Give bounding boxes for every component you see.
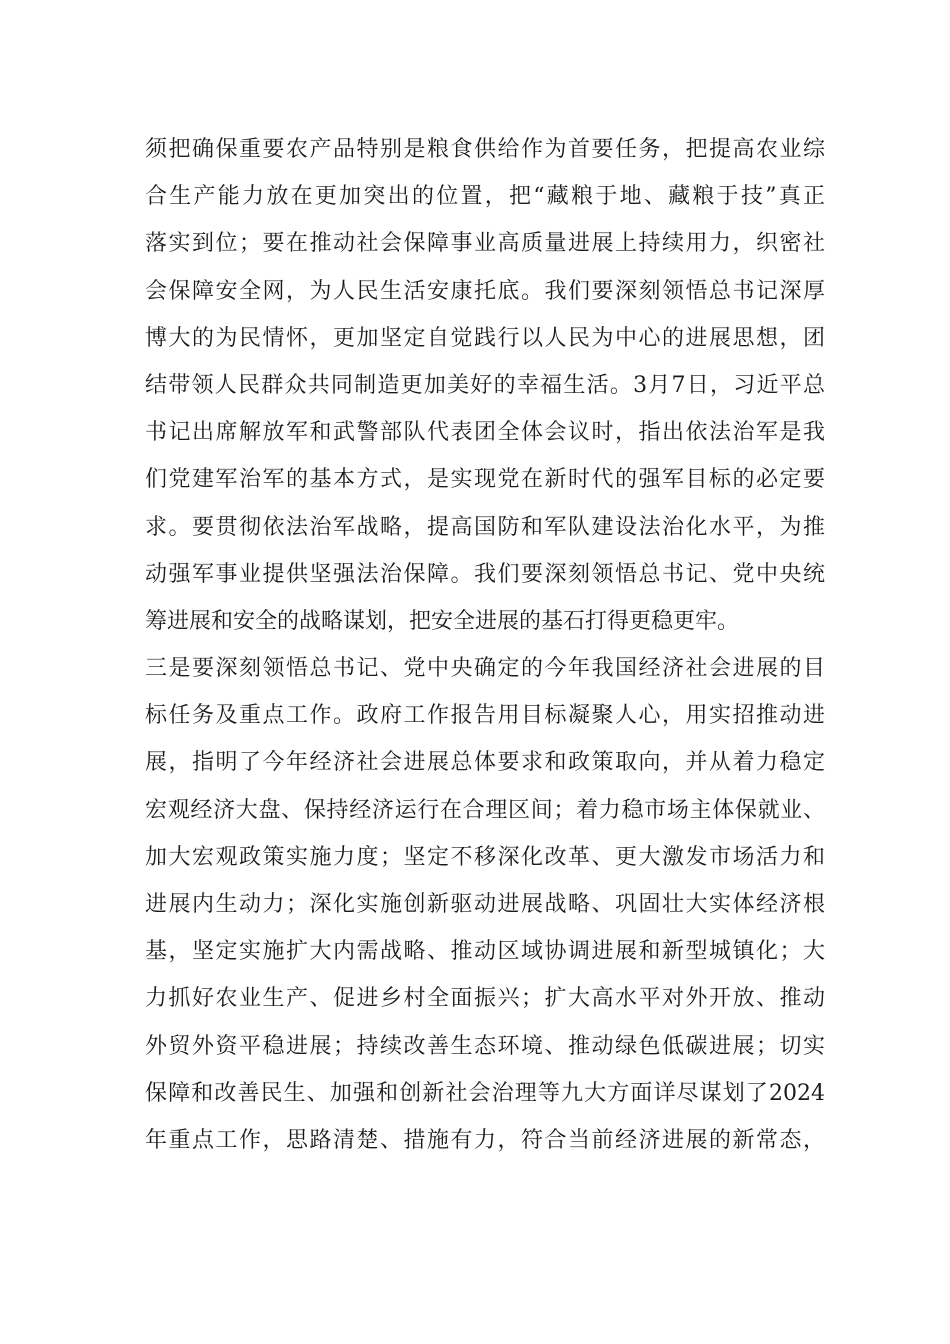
text-line: 加大宏观政策实施力度；坚定不移深化改革、更大激发市场活力和: [145, 844, 825, 870]
text-line: 会保障安全网，为人民生活安康托底。我们要深刻领悟总书记深厚: [145, 278, 825, 304]
text-line: 须把确保重要农产品特别是粮食供给作为首要任务，把提高农业综: [145, 137, 825, 162]
text-line: 展，指明了今年经济社会进展总体要求和政策取向，并从着力稳定: [145, 750, 825, 776]
text-line: 合生产能力放在更加突出的位置，把“藏粮于地、藏粮于技”真正: [145, 184, 825, 210]
text-line: 结带领人民群众共同制造更加美好的幸福生活。3月7日，习近平总: [145, 372, 825, 398]
text-line: 筹进展和安全的战略谋划，把安全进展的基石打得更稳更牢。: [145, 608, 740, 634]
text-line: 们党建军治军的基本方式，是实现党在新时代的强军目标的必定要: [145, 467, 825, 493]
text-line: 进展内生动力；深化实施创新驱动进展战略、巩固壮大实体经济根: [145, 892, 825, 917]
text-line: 三是要深刻领悟总书记、党中央确定的今年我国经济社会进展的目: [145, 656, 825, 682]
text-line: 力抓好农业生产、促进乡村全面振兴；扩大高水平对外开放、推动: [145, 986, 825, 1012]
text-line: 书记出席解放军和武警部队代表团全体会议时，指出依法治军是我: [145, 420, 825, 446]
text-line: 博大的为民情怀，更加坚定自觉践行以人民为中心的进展思想，团: [145, 325, 825, 351]
text-line: 宏观经济大盘、保持经济运行在合理区间；着力稳市场主体保就业、: [145, 797, 825, 823]
text-line: 标任务及重点工作。政府工作报告用目标凝聚人心，用实招推动进: [145, 703, 825, 729]
text-line: 保障和改善民生、加强和创新社会治理等九大方面详尽谋划了2024: [145, 1080, 825, 1106]
text-line: 动强军事业提供坚强法治保障。我们要深刻领悟总书记、党中央统: [145, 561, 825, 587]
body-text: [145, 126, 825, 1164]
text-line: 外贸外资平稳进展；持续改善生态环境、推动绿色低碳进展；切实: [145, 1033, 825, 1059]
text-line: 求。要贯彻依法治军战略，提高国防和军队建设法治化水平，为推: [145, 514, 825, 540]
text-line: 落实到位；要在推动社会保障事业高质量进展上持续用力，织密社: [145, 231, 825, 257]
text-line: 基，坚定实施扩大内需战略、推动区域协调进展和新型城镇化；大: [145, 939, 825, 965]
text-line: 年重点工作，思路清楚、措施有力，符合当前经济进展的新常态，: [145, 1127, 825, 1153]
